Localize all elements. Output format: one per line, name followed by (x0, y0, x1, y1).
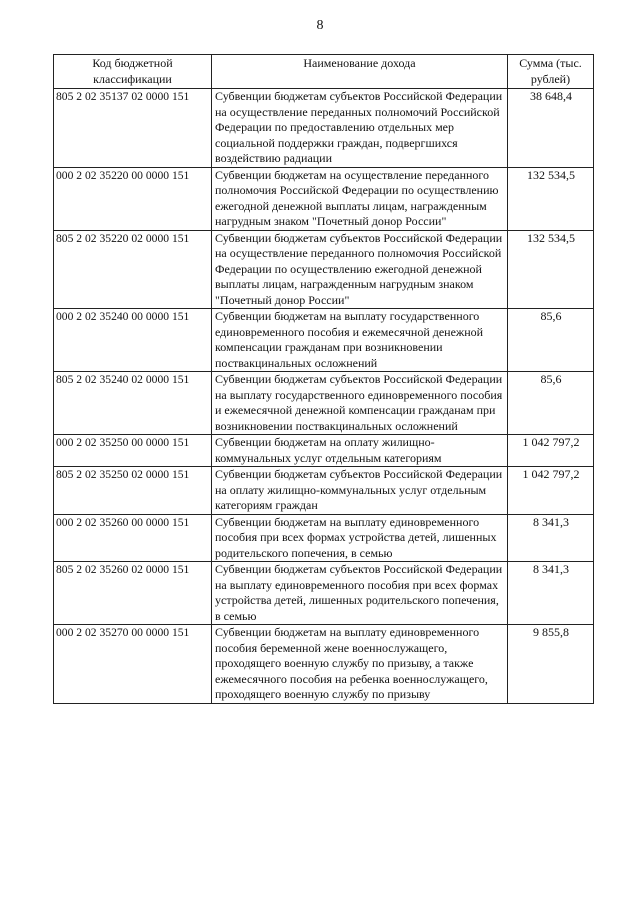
income-name: Субвенции бюджетам на осуществление переданного полномочия Российской Федерации по осуществлению ежегодной денежной выплаты лицам, награжденным нагрудным знаком "Почетный донор России" (212, 167, 508, 230)
table-row (54, 435, 594, 467)
income-name: Субвенции бюджетам субъектов Российской Федерации на осуществление переданных полномочий Российской Федерации по предоставлению отдельных мер социальной поддержки граждан, подвергшихся воздействию радиации (212, 89, 508, 168)
income-sum: 8 341,3 (508, 562, 594, 625)
income-sum: 132 534,5 (508, 230, 594, 309)
table-row (54, 89, 594, 168)
income-sum: 85,6 (508, 372, 594, 435)
income-name: Субвенции бюджетам субъектов Российской Федерации на оплату жилищно-коммунальных услуг отдельным категориям граждан (212, 467, 508, 515)
table-row (54, 167, 594, 230)
income-sum: 9 855,8 (508, 625, 594, 704)
table-row (54, 562, 594, 625)
income-sum: 8 341,3 (508, 514, 594, 562)
budget-code: 000 2 02 35220 00 0000 151 (54, 167, 212, 230)
income-sum: 1 042 797,2 (508, 467, 594, 515)
income-sum: 1 042 797,2 (508, 435, 594, 467)
income-name: Субвенции бюджетам на выплату государственного единовременного пособия и ежемесячной денежной компенсации гражданам при возникновении поствакцинальных осложнений (212, 309, 508, 372)
table-row (54, 514, 594, 562)
income-name: Субвенции бюджетам субъектов Российской Федерации на осуществление переданного полномочия Российской Федерации по осуществлению ежегодной денежной выплаты лицам, награжденным нагрудным знаком "Почетный донор России" (212, 230, 508, 309)
table-row (54, 230, 594, 309)
budget-code: 000 2 02 35270 00 0000 151 (54, 625, 212, 704)
budget-code: 000 2 02 35260 00 0000 151 (54, 514, 212, 562)
budget-code: 805 2 02 35240 02 0000 151 (54, 372, 212, 435)
budget-code: 805 2 02 35260 02 0000 151 (54, 562, 212, 625)
budget-code: 805 2 02 35137 02 0000 151 (54, 89, 212, 168)
table-row (54, 467, 594, 515)
budget-code: 805 2 02 35250 02 0000 151 (54, 467, 212, 515)
budget-code: 000 2 02 35240 00 0000 151 (54, 309, 212, 372)
header-sum: Сумма (тыс. рублей) (508, 55, 594, 89)
income-name: Субвенции бюджетам субъектов Российской Федерации на выплату государственного единовременного пособия и ежемесячной денежной компенсации гражданам при возникновении поствакцинальных осложнений (212, 372, 508, 435)
table-row (54, 625, 594, 704)
header-code: Код бюджетной классификации (54, 55, 212, 89)
budget-code: 000 2 02 35250 00 0000 151 (54, 435, 212, 467)
income-name: Субвенции бюджетам на оплату жилищно-коммунальных услуг отдельным категориям (212, 435, 508, 467)
page-number: 8 (316, 18, 324, 33)
income-sum: 38 648,4 (508, 89, 594, 168)
income-name: Субвенции бюджетам субъектов Российской Федерации на выплату единовременного пособия при всех формах устройства детей, лишенных родительского попечения, в семью (212, 562, 508, 625)
budget-income-table (53, 54, 594, 704)
table-row (54, 372, 594, 435)
income-sum: 85,6 (508, 309, 594, 372)
income-sum: 132 534,5 (508, 167, 594, 230)
table-row (54, 309, 594, 372)
budget-code: 805 2 02 35220 02 0000 151 (54, 230, 212, 309)
income-name: Субвенции бюджетам на выплату единовременного пособия беременной жене военнослужащего, проходящего военную службу по призыву, а также ежемесячного пособия на ребенка военнослужащего, проходящего военную службу по призыву (212, 625, 508, 704)
header-name: Наименование дохода (212, 55, 508, 89)
table-header-row (54, 55, 594, 89)
income-name: Субвенции бюджетам на выплату единовременного пособия при всех формах устройства детей, лишенных родительского попечения, в семью (212, 514, 508, 562)
